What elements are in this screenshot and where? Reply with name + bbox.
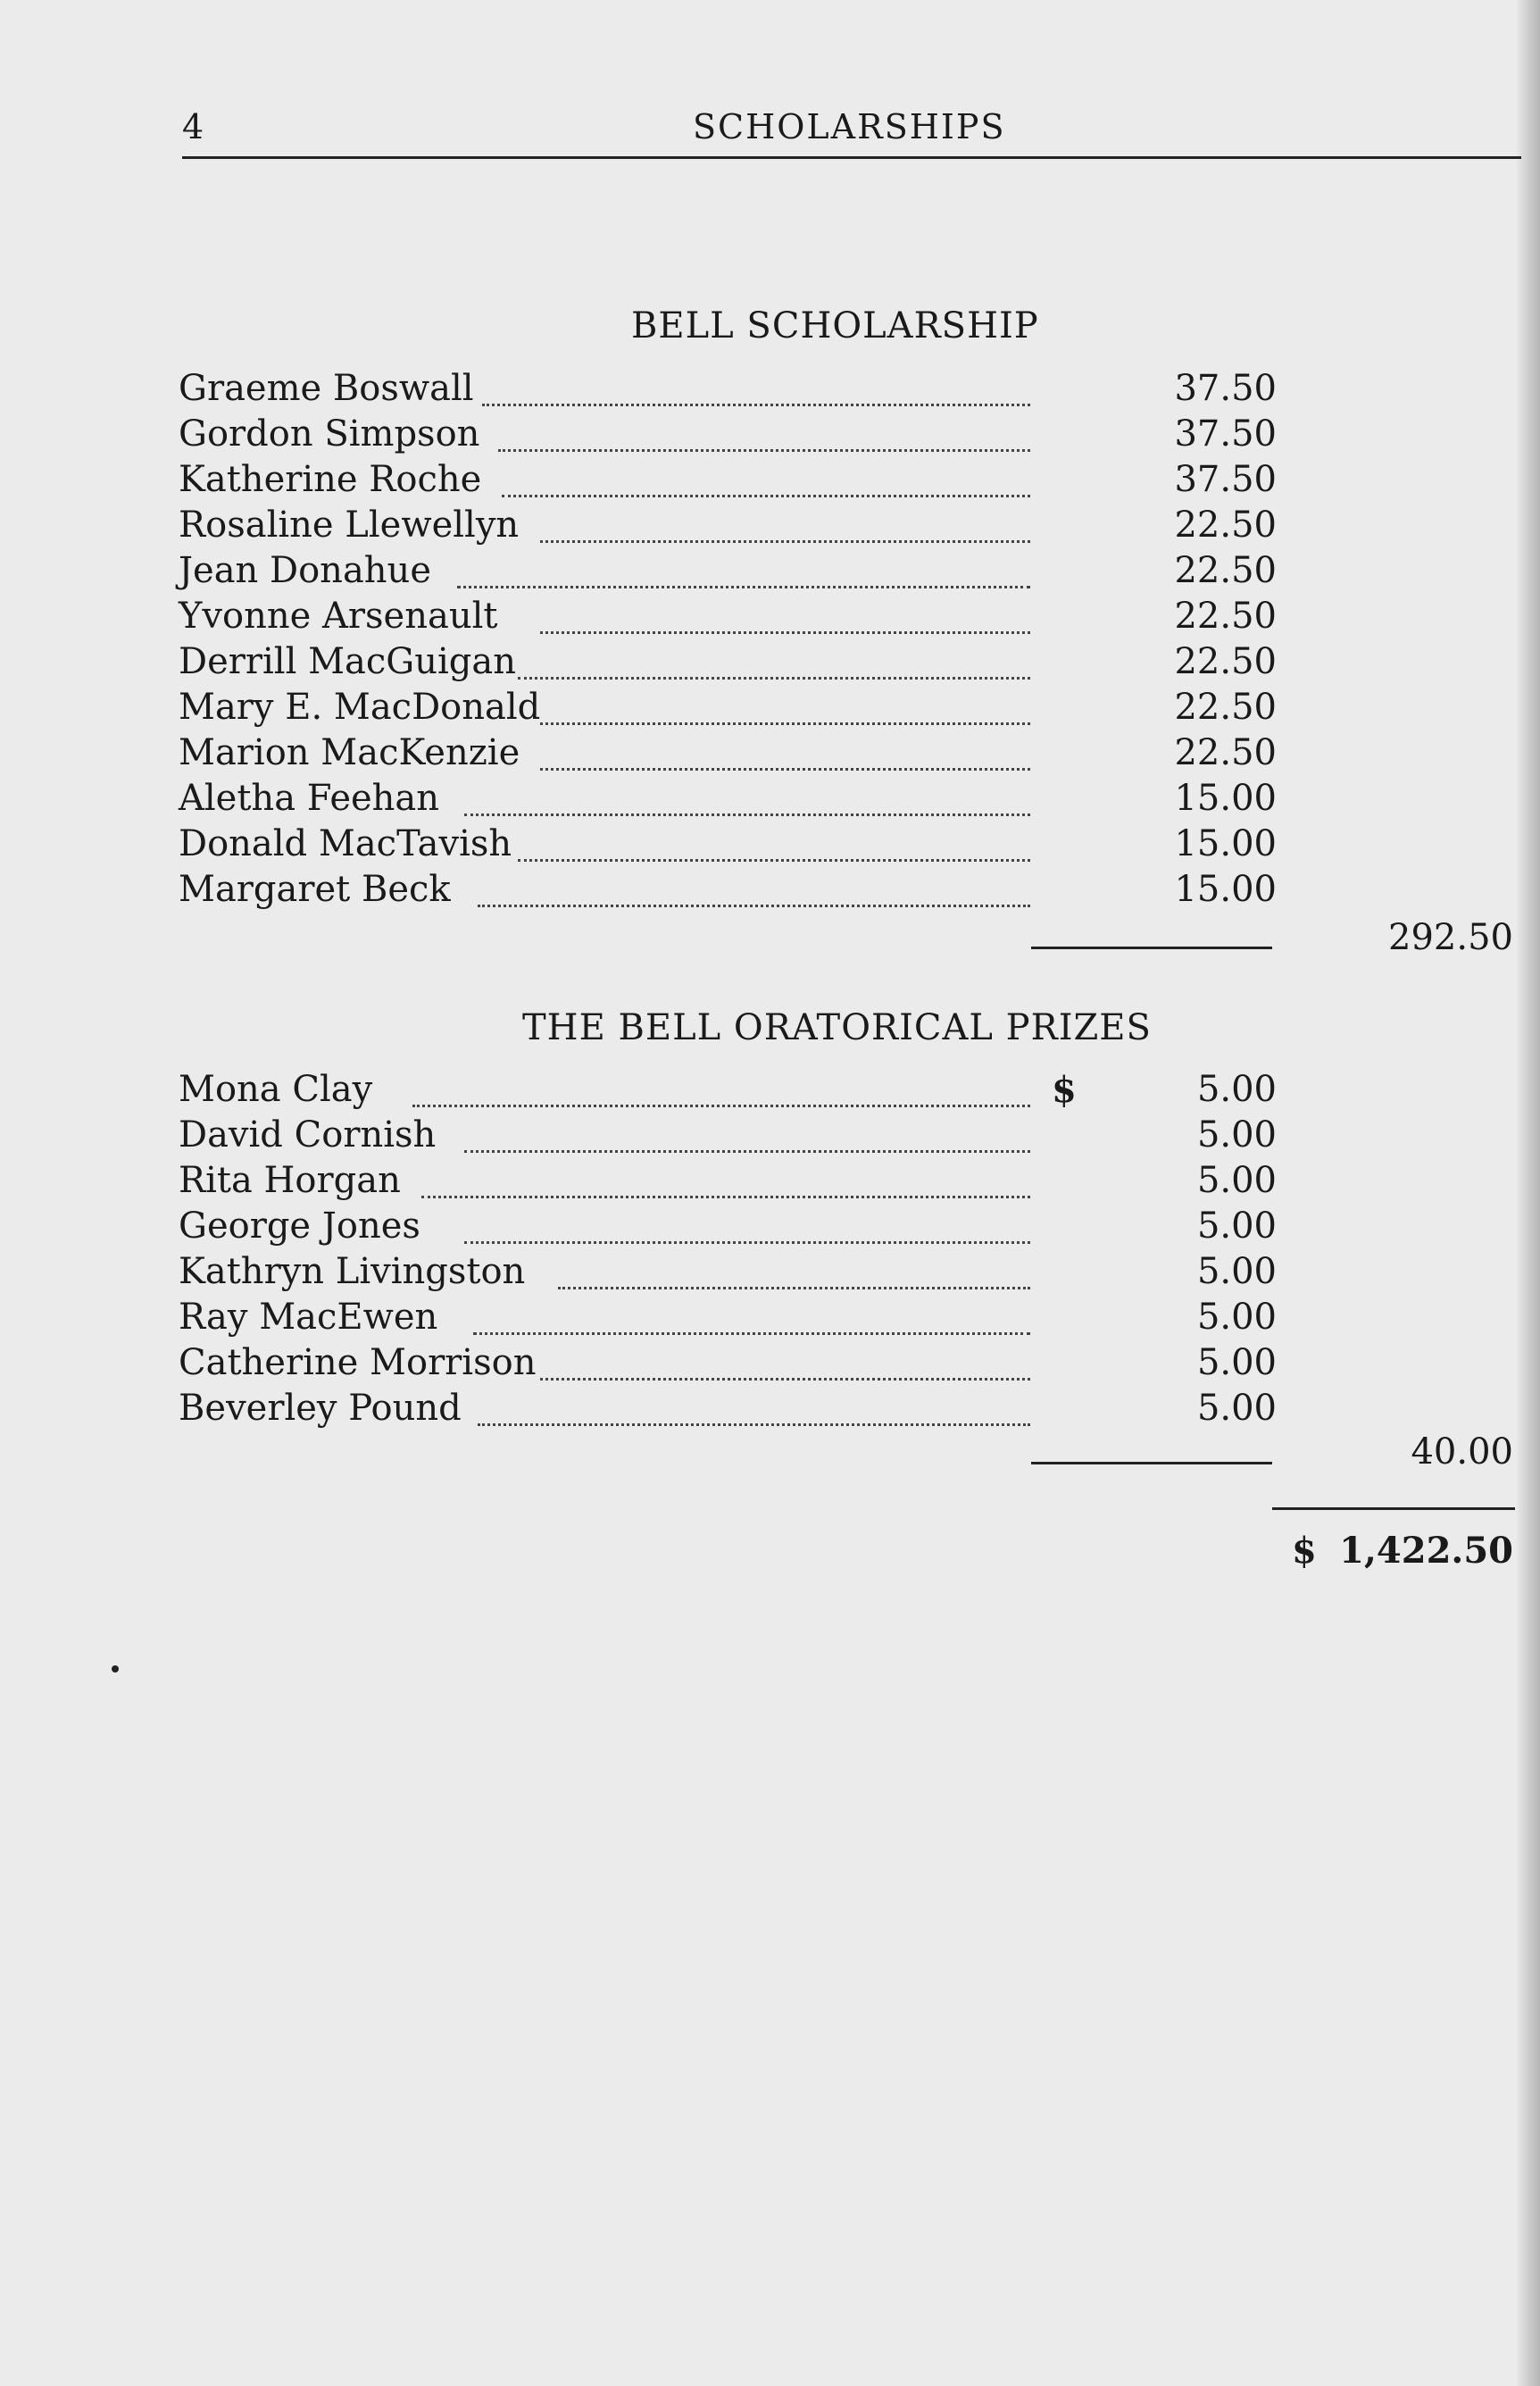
recipient-name: Aletha Feehan bbox=[179, 778, 440, 819]
grand-total-rule bbox=[1272, 1507, 1515, 1510]
dot-leader bbox=[464, 1238, 1030, 1244]
list-item bbox=[179, 1206, 1277, 1250]
bell-subtotal: 292.50 bbox=[1388, 917, 1513, 958]
recipient-name: Marion MacKenzie bbox=[179, 732, 520, 773]
list-item bbox=[179, 1342, 1277, 1387]
list-item bbox=[179, 596, 1277, 640]
list-item bbox=[179, 368, 1277, 413]
award-amount: 37.50 bbox=[1174, 368, 1277, 409]
header-rule bbox=[182, 156, 1521, 159]
recipient-name: Ray MacEwen bbox=[179, 1297, 438, 1338]
list-item bbox=[179, 413, 1277, 458]
recipient-name: Margaret Beck bbox=[179, 869, 451, 910]
award-amount: 5.00 bbox=[1196, 1342, 1277, 1383]
award-amount: 22.50 bbox=[1174, 732, 1277, 773]
recipient-name: Donald MacTavish bbox=[179, 823, 512, 864]
recipient-name: Mona Clay bbox=[179, 1069, 373, 1110]
award-amount: 22.50 bbox=[1174, 687, 1277, 728]
list-item bbox=[179, 1160, 1277, 1205]
recipient-name: David Cornish bbox=[179, 1114, 437, 1155]
list-item bbox=[179, 1388, 1277, 1432]
list-item bbox=[179, 1114, 1277, 1159]
award-amount: 5.00 bbox=[1196, 1069, 1277, 1110]
dot-leader bbox=[478, 901, 1030, 907]
award-amount: 5.00 bbox=[1196, 1206, 1277, 1247]
dot-leader bbox=[464, 810, 1030, 816]
award-amount: 15.00 bbox=[1174, 869, 1277, 910]
recipient-name: Rosaline Llewellyn bbox=[179, 505, 520, 546]
dot-leader bbox=[540, 537, 1030, 543]
bell-scholarship-heading: BELL SCHOLARSHIP bbox=[631, 305, 1039, 346]
dot-leader bbox=[421, 1192, 1030, 1198]
list-item bbox=[179, 505, 1277, 549]
dot-leader bbox=[412, 1101, 1030, 1107]
award-amount: 37.50 bbox=[1174, 413, 1277, 455]
grand-total: 1,422.50 bbox=[1339, 1530, 1513, 1572]
recipient-name: Catherine Morrison bbox=[179, 1342, 537, 1383]
list-item bbox=[179, 550, 1277, 595]
list-item bbox=[179, 869, 1277, 914]
list-item bbox=[179, 732, 1277, 777]
recipient-name: Rita Horgan bbox=[179, 1160, 401, 1201]
recipient-name: Mary E. MacDonald bbox=[179, 687, 541, 728]
award-amount: 5.00 bbox=[1196, 1297, 1277, 1338]
award-amount: 22.50 bbox=[1174, 641, 1277, 682]
page-title: SCHOLARSHIPS bbox=[693, 107, 1006, 146]
dot-leader bbox=[540, 1374, 1030, 1381]
recipient-name: Derrill MacGuigan bbox=[179, 641, 517, 682]
page-number: 4 bbox=[182, 107, 204, 146]
oratorical-subtotal-rule bbox=[1031, 1462, 1272, 1464]
award-amount: 15.00 bbox=[1174, 823, 1277, 864]
dot-leader bbox=[473, 1329, 1030, 1335]
dot-leader bbox=[518, 855, 1030, 862]
dot-leader bbox=[482, 400, 1030, 406]
recipient-name: Katherine Roche bbox=[179, 459, 482, 500]
award-amount: 22.50 bbox=[1174, 550, 1277, 591]
list-item bbox=[179, 1251, 1277, 1296]
dot-leader bbox=[464, 1147, 1030, 1153]
dot-leader bbox=[457, 582, 1030, 588]
list-item bbox=[179, 687, 1277, 731]
award-amount: 22.50 bbox=[1174, 596, 1277, 637]
dot-leader bbox=[498, 446, 1030, 452]
recipient-name: Gordon Simpson bbox=[179, 413, 480, 455]
award-amount: 5.00 bbox=[1196, 1160, 1277, 1201]
dot-leader bbox=[540, 764, 1030, 771]
dot-leader bbox=[540, 719, 1030, 725]
award-amount: 37.50 bbox=[1174, 459, 1277, 500]
recipient-name: Kathryn Livingston bbox=[179, 1251, 526, 1292]
award-amount: 5.00 bbox=[1196, 1251, 1277, 1292]
recipient-name: Graeme Boswall bbox=[179, 368, 474, 409]
currency-symbol: $ bbox=[1052, 1069, 1077, 1111]
oratorical-prizes-heading: THE BELL ORATORICAL PRIZES bbox=[522, 1007, 1152, 1048]
recipient-name: Yvonne Arsenault bbox=[179, 596, 498, 637]
ink-speck bbox=[112, 1665, 119, 1673]
award-amount: 5.00 bbox=[1196, 1388, 1277, 1429]
dot-leader bbox=[558, 1283, 1030, 1289]
list-item bbox=[179, 778, 1277, 822]
dot-leader bbox=[502, 491, 1030, 497]
award-amount: 5.00 bbox=[1196, 1114, 1277, 1155]
list-item bbox=[179, 1297, 1277, 1341]
dot-leader bbox=[478, 1420, 1030, 1426]
dot-leader bbox=[518, 673, 1030, 680]
oratorical-subtotal: 40.00 bbox=[1411, 1431, 1513, 1472]
recipient-name: Beverley Pound bbox=[179, 1388, 462, 1429]
list-item bbox=[179, 823, 1277, 868]
list-item bbox=[179, 641, 1277, 686]
award-amount: 15.00 bbox=[1174, 778, 1277, 819]
recipient-name: George Jones bbox=[179, 1206, 420, 1247]
grand-total-currency: $ bbox=[1292, 1530, 1317, 1572]
page-edge-shadow bbox=[1517, 0, 1540, 2386]
list-item bbox=[179, 1069, 1277, 1114]
list-item bbox=[179, 459, 1277, 504]
recipient-name: Jean Donahue bbox=[179, 550, 431, 591]
dot-leader bbox=[540, 628, 1030, 634]
award-amount: 22.50 bbox=[1174, 505, 1277, 546]
bell-subtotal-rule bbox=[1031, 947, 1272, 949]
